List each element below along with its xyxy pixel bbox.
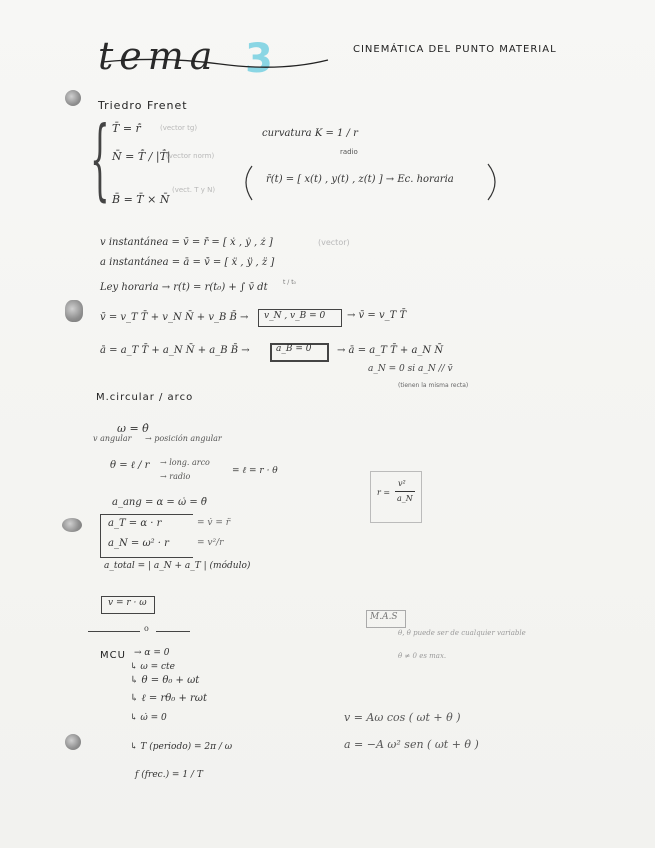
frenet-t: T̄ = r̄̇ xyxy=(112,122,141,135)
a-ang: a_ang = α = ω̇ = θ̈ xyxy=(112,497,207,508)
v-decomp: v̄ = v_T T̄ + v_N N̄ + v_B B̄ → xyxy=(100,312,249,323)
theta-eq: θ = ℓ / r xyxy=(110,460,150,471)
mcu-line-1: → α = 0 xyxy=(134,648,170,658)
punch-hole xyxy=(65,734,81,750)
frenet-t-note: (vector tg) xyxy=(160,124,198,132)
integral-limits: t / t₀ xyxy=(283,279,296,286)
page-title: tema xyxy=(98,34,219,78)
v-note: (vector) xyxy=(318,238,350,247)
r-formula-den: a_N xyxy=(397,494,413,503)
divider-mark: o xyxy=(144,624,149,633)
arc-note: → long. arco xyxy=(160,458,210,467)
mcu-line-4: ↳ ℓ = rθ₀ + rωt xyxy=(130,693,207,704)
mas-a-eq: a = −A ω² sen ( ωt + θ ) xyxy=(344,738,479,751)
a-condition: a_N = 0 si a_N // v̄ xyxy=(368,364,453,374)
title-number: 3 xyxy=(245,36,273,82)
divider-right xyxy=(156,631,190,632)
mas-note-2: θ̇ ≠ 0 es max. xyxy=(398,652,447,660)
radius-note: → radio xyxy=(160,472,191,481)
frenet-b: B̄ = T̄ × N̄ xyxy=(112,193,170,206)
omega-eq: ω = θ̇ xyxy=(117,422,149,435)
subtitle: CINEMÁTICA DEL PUNTO MATERIAL xyxy=(353,44,557,55)
omega-note-left: v angular xyxy=(93,434,132,443)
aN-eq: a_N = ω² · r xyxy=(108,538,169,549)
mas-v-eq: v = Aω cos ( ωt + θ ) xyxy=(344,711,461,724)
a-total: a_total = | a_N + a_T | (módulo) xyxy=(104,561,251,571)
frenet-b-note: (vect. T y N) xyxy=(172,186,216,194)
aT-eq: a_T = α · r xyxy=(108,518,162,529)
v-rw: v = r · ω xyxy=(108,598,147,608)
r-formula-num: v² xyxy=(398,479,406,488)
v-box-text: v_N , v_B = 0 xyxy=(264,311,326,321)
mas-label: M.A.S xyxy=(370,612,398,622)
frenet-n-note: (vector norm) xyxy=(166,152,215,160)
a-result: → ā = a_T T̄ + a_N N̄ xyxy=(337,345,444,356)
mas-note-1: θ, θ̇ puede ser de cualquier variable xyxy=(398,629,526,637)
frenet-brace: { xyxy=(90,107,110,210)
punch-hole xyxy=(65,300,83,322)
ley-horaria: Ley horaria → r(t) = r(t₀) + ∫ v̄ dt xyxy=(100,282,268,293)
curvature-label: radio xyxy=(340,148,358,156)
r-formula-box xyxy=(370,471,422,523)
frenet-heading: Triedro Frenet xyxy=(98,99,188,112)
punch-hole xyxy=(62,518,82,532)
mcu-line-6: ↳ T (periodo) = 2π / ω xyxy=(130,742,233,752)
frenet-n: N̄ = T̄̇ / |T̄̇| xyxy=(112,150,171,163)
mcu-line-7: f (frec.) = 1 / T xyxy=(135,770,203,780)
a-condition-note: (tienen la misma recta) xyxy=(398,382,469,389)
mcu-label: MCU xyxy=(100,650,126,661)
parametric-eq: r̄(t) = [ x(t) , y(t) , z(t) ] → Ec. horaria xyxy=(266,174,454,185)
v-result: → v̄ = v_T T̄ xyxy=(347,310,407,321)
circular-heading: M.circular / arco xyxy=(96,392,194,403)
omega-note-right: → posición angular xyxy=(145,434,222,443)
title-underline xyxy=(100,52,330,72)
r-formula-left: r = xyxy=(377,488,391,497)
mcu-line-3: ↳ θ = θ₀ + ωt xyxy=(130,675,200,686)
curvature-eq: curvatura K = 1 / r xyxy=(262,128,358,139)
r-formula-bar xyxy=(395,491,415,492)
v-instant: v instantánea = v̄ = r̄̇ = [ ẋ , ẏ , ż ] xyxy=(100,237,273,248)
aT-right: = v̇ = r̈ xyxy=(197,518,231,528)
mcu-line-2: ↳ ω = cte xyxy=(130,662,175,672)
aN-right: = v²/r xyxy=(197,538,224,548)
l-eq: = ℓ = r · θ xyxy=(232,466,278,476)
a-instant: a instantánea = ā = v̄̇ = [ ẍ , ÿ , z̈ ] xyxy=(100,257,275,268)
divider-left xyxy=(88,631,140,632)
a-box-text: a_B = 0 xyxy=(276,344,312,354)
punch-hole xyxy=(65,90,81,106)
mcu-line-5: ↳ ω̇ = 0 xyxy=(130,713,167,723)
a-decomp: ā = a_T T̄ + a_N N̄ + a_B B̄ → xyxy=(100,345,250,356)
